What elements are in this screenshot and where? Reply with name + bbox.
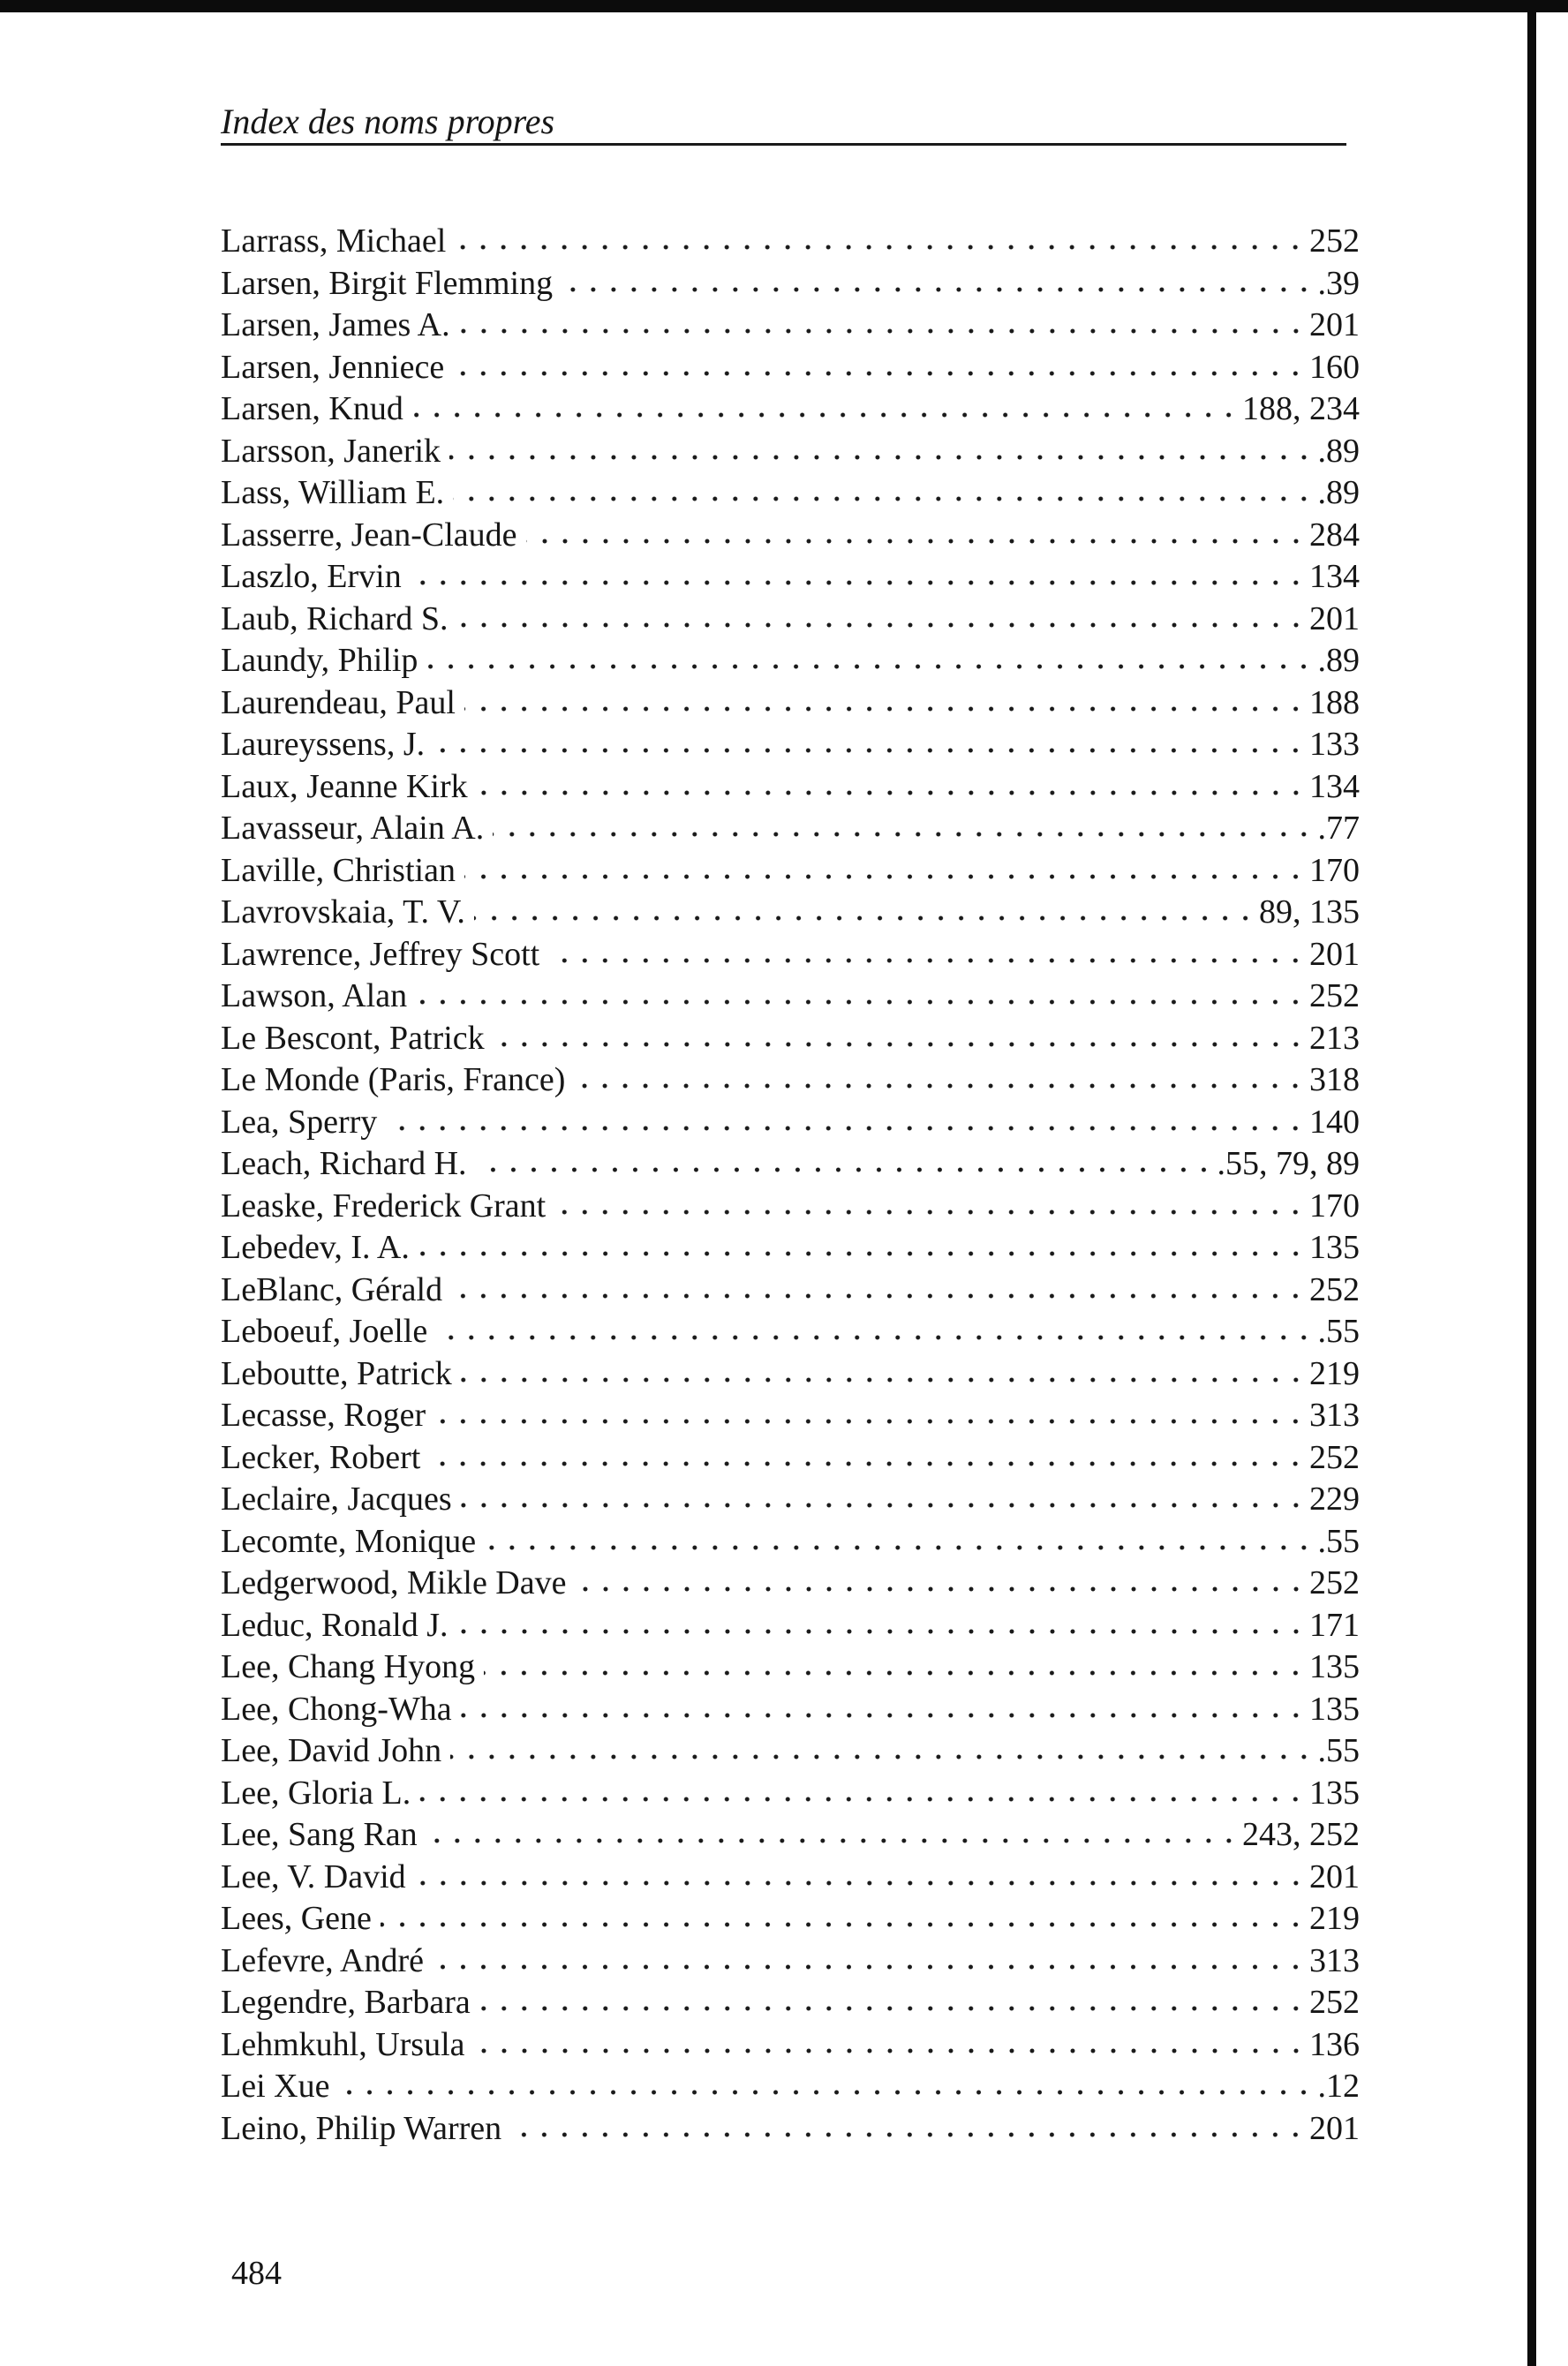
entry-pages: 229 [1309,1481,1360,1518]
dot-leader [449,441,1314,462]
index-entry [221,1479,1360,1521]
index-entry [221,1186,1360,1228]
index-entry [221,808,1360,850]
entry-pages: 134 [1309,558,1360,595]
index-entry [221,472,1360,515]
dot-leader [436,1321,1314,1342]
index-entry [221,2066,1360,2108]
entry-name: Lee, V. David [221,1857,406,1895]
entry-pages: 213 [1309,1019,1360,1057]
entry-name: Larsen, Knud [221,390,403,427]
dot-leader [338,2076,1314,2097]
entry-name: Ledgerwood, Mikle Dave [221,1564,567,1601]
entry-name: Lee, David John [221,1732,442,1769]
entry-name: Lee, Gloria L. [221,1774,411,1812]
entry-pages: 188, 234 [1242,390,1360,427]
entry-pages: 252 [1309,1438,1360,1476]
entry-name: Lee, Sang Ran [221,1816,418,1853]
index-list [221,221,1360,2150]
dot-leader [464,692,1306,713]
entry-name: Larsen, James A. [221,306,450,343]
entry-name: Leaske, Frederick Grant [221,1187,547,1224]
index-entry [221,1437,1360,1480]
index-entry [221,1773,1360,1815]
dot-leader [419,1782,1306,1804]
index-entry [221,1311,1360,1353]
index-entry [221,1143,1360,1186]
entry-name: Laux, Jeanne Kirk [221,767,468,805]
dot-leader [426,1824,1239,1845]
entry-pages: 313 [1309,1941,1360,1979]
entry-pages: 252 [1309,222,1360,260]
entry-name: Larsson, Janerik [221,432,441,470]
dot-leader [510,2118,1306,2139]
entry-pages: 89, 135 [1259,893,1360,931]
index-entry [221,934,1360,976]
index-entry [221,431,1360,473]
dot-leader [574,1069,1306,1090]
dot-leader [459,314,1306,335]
index-entry [221,1898,1360,1940]
entry-name: Legendre, Barbara [221,1984,471,2021]
entry-name: Lebedev, I. A. [221,1229,410,1266]
entry-name: Leino, Philip Warren [221,2109,502,2147]
entry-name: Lasserre, Jean-Claude [221,516,517,554]
entry-name: Larsen, Birgit Flemming [221,264,554,302]
entry-pages: 201 [1309,2109,1360,2147]
dot-leader [457,608,1306,629]
dot-leader [562,273,1314,294]
running-header [221,92,1346,146]
entry-name: Lass, William E. [221,474,445,511]
entry-name: Laureyssens, J. [221,726,426,763]
entry-name: Laszlo, Ervin [221,558,402,595]
dot-leader [415,1866,1306,1888]
index-entry [221,1353,1360,1396]
entry-name: Leclaire, Jacques [221,1481,452,1518]
dot-leader [451,1279,1306,1300]
entry-pages: 284 [1309,516,1360,554]
entry-pages: 201 [1309,1857,1360,1895]
index-entry [221,1395,1360,1437]
dot-leader [450,1740,1314,1761]
scan-border-right [1527,12,1536,2366]
index-entry [221,1270,1360,1312]
entry-pages: 318 [1309,1061,1360,1098]
dot-leader [433,1950,1306,1971]
entry-pages: 133 [1309,726,1360,763]
dot-leader [474,2034,1306,2055]
entry-name: LeBlanc, Gérald [221,1270,443,1308]
dot-leader [479,1992,1306,2013]
dot-leader [576,1572,1307,1594]
dot-leader [461,1363,1306,1384]
entry-pages: 201 [1309,599,1360,637]
index-entry [221,1857,1360,1899]
entry-name: Lecker, Robert [221,1438,421,1476]
entry-name: Larrass, Michael [221,222,447,260]
entry-name: Lecomte, Monique [221,1522,477,1560]
entry-pages: 243, 252 [1242,1816,1360,1853]
index-entry [221,1521,1360,1564]
entry-pages: 135 [1309,1648,1360,1685]
dot-leader [476,1153,1214,1174]
index-entry [221,556,1360,599]
entry-pages: 140 [1309,1103,1360,1141]
dot-leader [526,524,1306,546]
entry-pages: 252 [1309,1270,1360,1308]
entry-pages: 135 [1309,1774,1360,1812]
index-entry [221,515,1360,557]
entry-name: Lees, Gene [221,1900,372,1937]
index-entry [221,1018,1360,1060]
entry-pages: 135 [1309,1229,1360,1266]
dot-leader [416,985,1306,1006]
entry-pages: .12 [1317,2068,1360,2105]
entry-name: Lefevre, André [221,1941,424,1979]
dot-leader [554,1195,1306,1217]
entry-name: Larsen, Jenniece [221,348,445,386]
entry-pages: 219 [1309,1354,1360,1392]
dot-leader [461,1488,1306,1510]
dot-leader [457,1615,1306,1636]
index-entry [221,221,1360,263]
index-entry [221,305,1360,347]
dot-leader [381,1908,1306,1929]
index-entry [221,263,1360,305]
dot-leader [434,1405,1306,1426]
entry-pages: 252 [1309,1984,1360,2021]
index-entry [221,640,1360,682]
scan-border-top [0,0,1568,12]
entry-pages: 134 [1309,767,1360,805]
entry-pages: .39 [1317,264,1360,302]
entry-pages: 170 [1309,851,1360,889]
index-entry [221,724,1360,766]
entry-pages: .89 [1317,474,1360,511]
entry-pages: 160 [1309,348,1360,386]
entry-name: Lei Xue [221,2068,330,2105]
dot-leader [477,776,1306,797]
entry-pages: .55 [1317,1522,1360,1560]
index-entry [221,347,1360,389]
index-entry [221,1563,1360,1605]
entry-pages: .89 [1317,432,1360,470]
dot-leader [484,1656,1306,1677]
entry-name: Lea, Sperry [221,1103,378,1141]
entry-name: Lavasseur, Alain A. [221,810,485,847]
dot-leader [386,1111,1306,1133]
dot-leader [461,1699,1306,1720]
index-entry [221,2108,1360,2151]
entry-name: Lavrovskaia, T. V. [221,893,465,931]
entry-name: Leach, Richard H. [221,1145,467,1182]
dot-leader [548,944,1306,965]
dot-leader [453,357,1306,378]
entry-name: Laundy, Philip [221,642,418,679]
entry-name: Laville, Christian [221,851,456,889]
index-entry [221,1730,1360,1773]
entry-name: Lawrence, Jeffrey Scott [221,935,540,973]
entry-pages: 201 [1309,306,1360,343]
index-entry [221,1605,1360,1647]
dot-leader [429,1447,1306,1468]
entry-pages: 136 [1309,2025,1360,2063]
index-entry [221,1982,1360,2024]
index-entry [221,1814,1360,1857]
entry-name: Laurendeau, Paul [221,683,456,721]
index-entry [221,976,1360,1018]
entry-pages: 313 [1309,1397,1360,1434]
dot-leader [412,398,1239,419]
dot-leader [433,734,1306,755]
entry-pages: 252 [1309,1564,1360,1601]
entry-name: Lee, Chong-Wha [221,1690,452,1728]
entry-name: Laub, Richard S. [221,599,449,637]
dot-leader [494,1028,1306,1049]
running-header-title: Index des noms propres [221,102,555,141]
entry-pages: 171 [1309,1606,1360,1644]
entry-pages: .55 [1317,1732,1360,1769]
dot-leader [411,566,1306,587]
index-entry [221,2024,1360,2067]
dot-leader [453,482,1314,503]
index-entry [221,1646,1360,1689]
index-entry [221,1059,1360,1102]
index-entry [221,682,1360,725]
entry-name: Lehmkuhl, Ursula [221,2025,465,2063]
entry-name: Leboutte, Patrick [221,1354,452,1392]
entry-name: Leboeuf, Joelle [221,1313,428,1350]
index-entry [221,1227,1360,1270]
entry-name: Lecasse, Roger [221,1397,426,1434]
entry-name: Le Monde (Paris, France) [221,1061,566,1098]
dot-leader [493,818,1314,839]
index-entry [221,388,1360,431]
dot-leader [418,1237,1306,1258]
entry-pages: 188 [1309,683,1360,721]
entry-pages: .89 [1317,642,1360,679]
entry-name: Le Bescont, Patrick [221,1019,485,1057]
entry-pages: .55 [1317,1313,1360,1350]
index-entry [221,1689,1360,1731]
index-entry [221,766,1360,809]
index-entry [221,892,1360,934]
entry-pages: 219 [1309,1900,1360,1937]
index-entry [221,850,1360,893]
entry-name: Leduc, Ronald J. [221,1606,449,1644]
entry-name: Lawson, Alan [221,977,408,1014]
dot-leader [426,650,1314,671]
dot-leader [464,860,1306,881]
dot-leader [455,230,1306,252]
page-number: 484 [231,2255,282,2292]
dot-leader [474,901,1255,923]
entry-name: Lee, Chang Hyong [221,1648,476,1685]
index-entry [221,1102,1360,1144]
index-entry [221,599,1360,641]
index-entry [221,1940,1360,1983]
entry-pages: .77 [1317,810,1360,847]
entry-pages: 252 [1309,977,1360,1014]
dot-leader [485,1531,1314,1552]
entry-pages: 135 [1309,1690,1360,1728]
entry-pages: .55, 79, 89 [1217,1145,1360,1182]
entry-pages: 201 [1309,935,1360,973]
entry-pages: 170 [1309,1187,1360,1224]
